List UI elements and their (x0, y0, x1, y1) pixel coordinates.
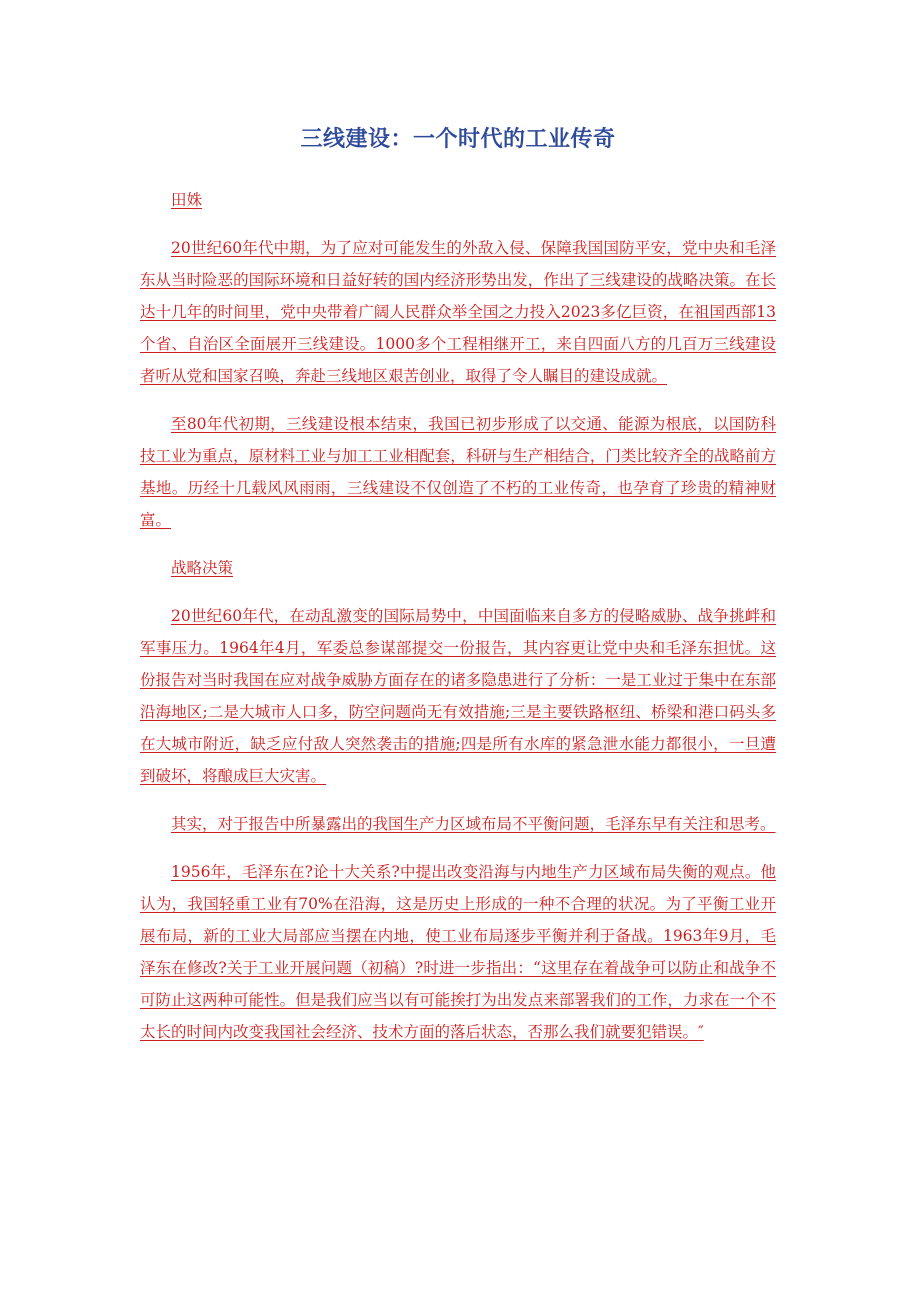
document-page (140, 118, 776, 1064)
paragraph-1-text: 20世纪60年代中期，为了应对可能发生的外敌入侵、保障我国国防平安，党中央和毛泽东从当时险恶的国际环境和日益好转的国内经济形势出发，作出了三线建设的战略决策。在长达十几年的时间里，党中央带着广阔人民群众举全国之力投入2023多亿巨资，在祖国西部13个省、自治区全面展开三线建设。1000多个工程相继开工，来自四面八方的几百万三线建设者听从党和国家召唤，奔赴三线地区艰苦创业，取得了令人瞩目的建设成就。 (140, 239, 776, 385)
paragraph-2 (140, 408, 776, 536)
section-heading-text: 战略决策 (171, 559, 234, 577)
document-title: 三线建设：一个时代的工业传奇 (300, 127, 616, 152)
paragraph-1 (140, 232, 776, 392)
author-name-text: 田姝 (171, 191, 203, 209)
section-paragraph-3 (140, 856, 776, 1048)
section-paragraph-3-text: 1956年，毛泽东在?论十大关系?中提出改变沿海与内地生产力区域布局失衡的观点。他认为，我国轻重工业有70%在沿海，这是历史上形成的一种不合理的状况。为了平衡工业开展布局，新的工业大局部应当摆在内地，使工业布局逐步平衡并利于备战。1963年9月，毛泽东在修改?关于工业开展问题（初稿）?时进一步指出：“这里存在着战争可以防止和战争不可防止这两种可能性。但是我们应当以有可能挨打为出发点来部署我们的工作，力求在一个不太长的时间内改变我国社会经济、技术方面的落后状态，否那么我们就要犯错误。″ (140, 863, 776, 1041)
section-paragraph-1-text: 20世纪60年代，在动乱激变的国际局势中，中国面临来自多方的侵略威胁、战争挑衅和军事压力。1964年4月，军委总参谋部提交一份报告，其内容更让党中央和毛泽东担忧。这份报告对当时我国在应对战争威胁方面存在的诸多隐患进行了分析：一是工业过于集中在东部沿海地区;二是大城市人口多，防空问题尚无有效措施;三是主要铁路枢纽、桥梁和港口码头多在大城市附近，缺乏应付敌人突然袭击的措施;四是所有水库的紧急泄水能力都很小，一旦遭到破坏，将酿成巨大灾害。 (140, 607, 776, 785)
section-paragraph-2 (140, 808, 776, 840)
section-paragraph-2-text: 其实，对于报告中所暴露出的我国生产力区域布局不平衡问题，毛泽东早有关注和思考。 (171, 815, 776, 833)
section-heading (140, 552, 776, 584)
author-name (140, 184, 776, 216)
paragraph-2-text: 至80年代初期，三线建设根本结束，我国已初步形成了以交通、能源为根底，以国防科技工业为重点，原材料工业与加工工业相配套，科研与生产相结合，门类比较齐全的战略前方基地。历经十几载风风雨雨，三线建设不仅创造了不朽的工业传奇，也孕育了珍贵的精神财富。 (140, 415, 776, 529)
section-paragraph-1 (140, 600, 776, 792)
